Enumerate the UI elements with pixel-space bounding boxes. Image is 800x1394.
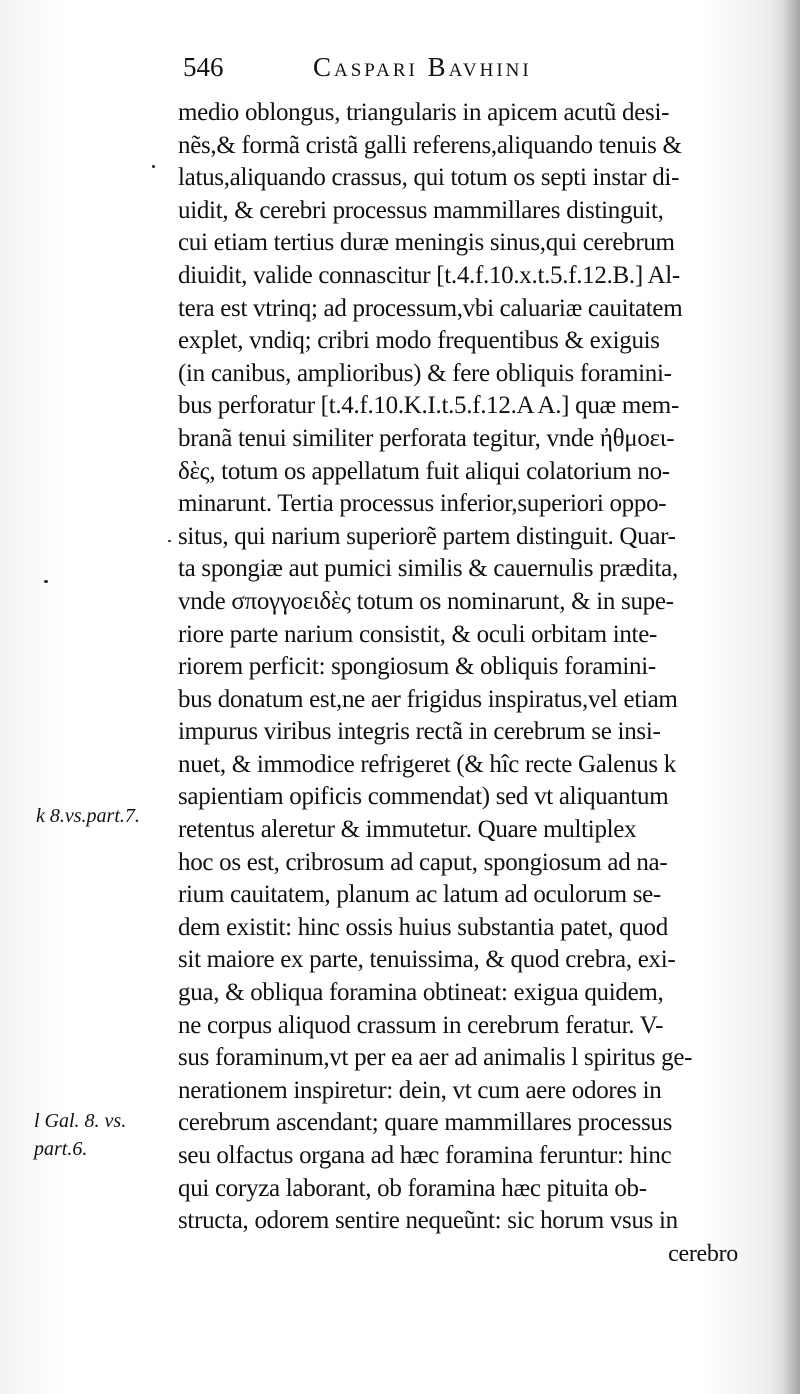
page-edge-shadow (782, 0, 800, 1394)
margin-note-l-line1: l Gal. 8. vs. (34, 1110, 127, 1132)
page-number: 546 (183, 52, 224, 82)
ink-speck (152, 165, 155, 168)
margin-note-k: k 8.vs.part.7. (36, 805, 140, 827)
text-line: structa, odorem sentire nequeũnt: sic horum vsus in (178, 1207, 678, 1235)
text-line: branã tenui similiter perforata tegitur, vnde ἠθμοει- (178, 424, 675, 452)
text-line: situs, qui narium superiorẽ partem distinguit. Quar- (178, 522, 676, 550)
running-head: Caspari Bavhini (313, 52, 532, 82)
text-line: nẽs,& formã cristã galli referens,aliquando tenuis & (178, 131, 682, 159)
text-line: uidit, & cerebri processus mammillares distinguit, (178, 196, 664, 224)
text-line: latus,aliquando crassus, qui totum os septi instar di- (178, 164, 680, 192)
text-line: bus donatum est,ne aer frigidus inspiratus,vel etiam (178, 685, 678, 713)
text-line: dem existit: hinc ossis huius substantia patet, quod (178, 913, 668, 941)
text-line: seu olfactus organa ad hæc foramina feruntur: hinc (178, 1142, 672, 1169)
text-line: vnde σπογγοειδὲς totum os nominarunt, & in supe- (178, 587, 674, 615)
text-line: explet, vndiq; cribri modo frequentibus & exiguis (178, 327, 660, 355)
ink-speck (44, 580, 48, 583)
margin-note-l-line2: part.6. (34, 1138, 88, 1160)
text-line: tera est vtrinq; ad processum,vbi caluariæ cauitatem (178, 294, 683, 322)
text-line: hoc os est, cribrosum ad caput, spongiosum ad na- (178, 848, 668, 876)
text-line: nerationem inspiretur: dein, vt cum aere odores in (178, 1076, 662, 1104)
text-line: (in canibus, amplioribus) & fere obliquis foramini- (178, 359, 672, 387)
text-line: sus foraminum,vt per ea aer ad animalis l spiritus ge- (178, 1044, 693, 1072)
text-line: δὲς, totum os appellatum fuit aliqui colatorium no- (178, 457, 670, 485)
text-line: impurus viribus integris rectã in cerebrum se insi- (178, 718, 661, 746)
text-line: sapientiam opificis commendat) sed vt aliquantum (178, 783, 669, 811)
margin-note-l (34, 1107, 126, 1163)
ink-speck (168, 540, 171, 542)
text-line: nuet, & immodice refrigeret (& hîc recte Galenus k (178, 750, 676, 778)
text-line: riore parte narium consistit, & oculi orbitam inte- (178, 620, 658, 648)
text-line: diuidit, valide connascitur [t.4.f.10.x.t.5.f.12.B.] Al- (178, 261, 680, 289)
text-line: gua, & obliqua foramina obtineat: exigua quidem, (178, 979, 664, 1007)
body-text (178, 97, 768, 1270)
text-line: cui etiam tertius duræ meningis sinus,qui cerebrum (178, 229, 675, 257)
text-line: retentus aleretur & immutetur. Quare multiplex (178, 816, 637, 844)
text-line: minarunt. Tertia processus inferior,superiori oppo- (178, 490, 667, 518)
text-line: riorem perficit: spongiosum & obliquis foramini- (178, 653, 656, 681)
text-line: ta spongiæ aut pumici similis & cauernulis prædita, (178, 555, 678, 583)
text-line: bus perforatur [t.4.f.10.K.I.t.5.f.12.A A.] quæ mem- (178, 392, 679, 420)
text-line: qui coryza laborant, ob foramina hæc pituita ob- (178, 1174, 647, 1202)
text-line: rium cauitatem, planum ac latum ad oculorum se- (178, 881, 661, 909)
catchword: cerebro (668, 1240, 738, 1267)
text-line: medio oblongus, triangularis in apicem acutũ desi- (178, 99, 670, 126)
text-line: ne corpus aliquod crassum in cerebrum feratur. V- (178, 1011, 664, 1039)
text-line: cerebrum ascendant; quare mammillares processus (178, 1109, 673, 1137)
text-line: sit maiore ex parte, tenuissima, & quod crebra, exi- (178, 946, 676, 974)
page-header (183, 48, 773, 92)
